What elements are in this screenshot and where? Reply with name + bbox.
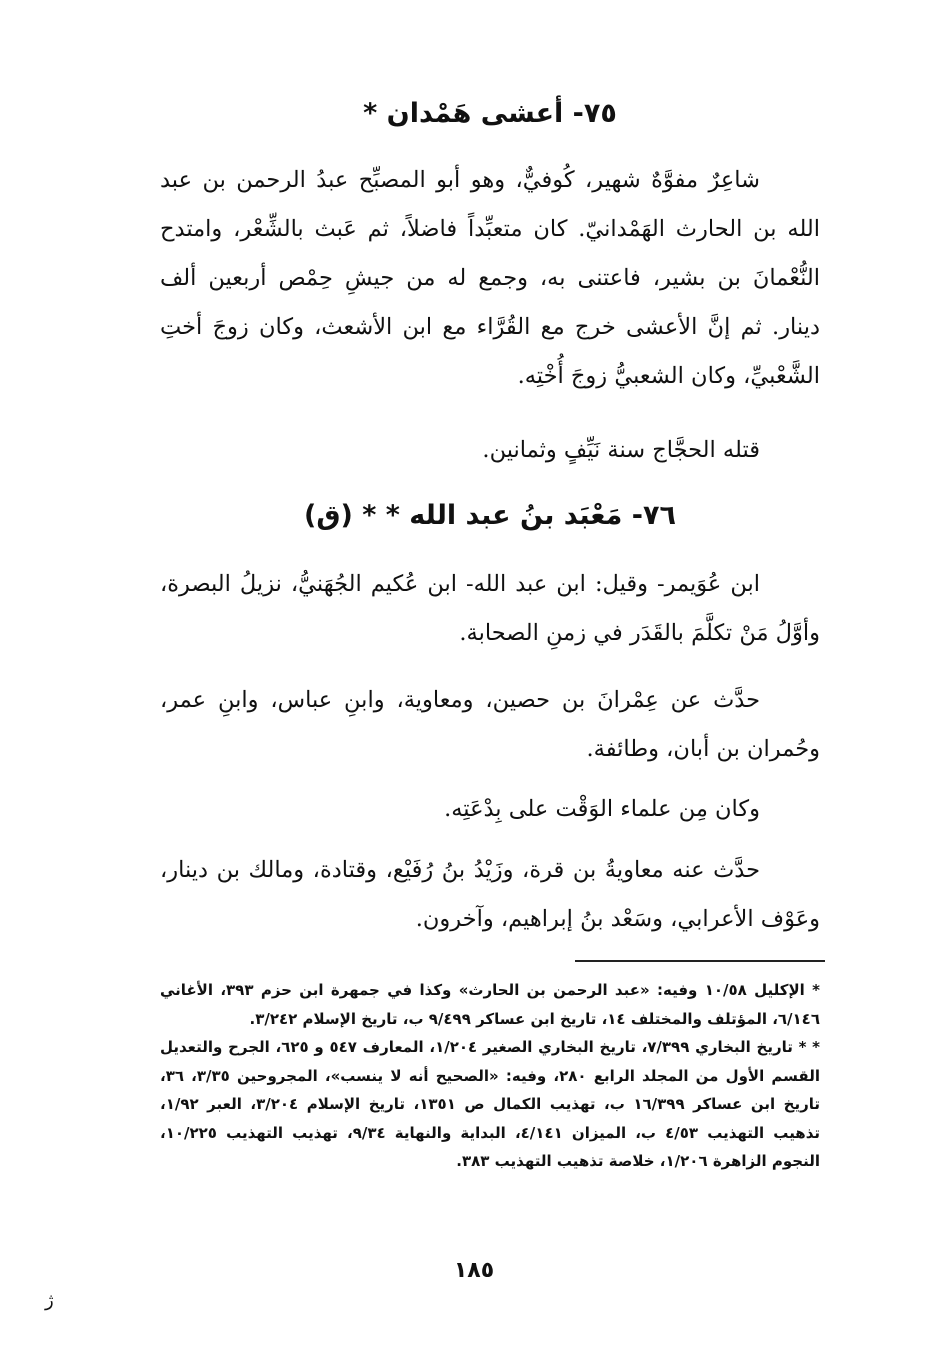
corner-mark: ﮊ	[45, 1290, 54, 1311]
entry-76-heading: ٧٦- مَعْبَد بنُ عبد الله * * (ق)	[304, 500, 676, 531]
footnote-2	[160, 1033, 820, 1176]
footnote-1	[160, 976, 820, 1033]
entry-76-paragraph-2: حدَّث عن عِمْرانَ بن حصين، ومعاوية، وابنِ عباس، وابنِ عمر، وحُمران بن أبان، وطائفة.	[160, 687, 820, 762]
footnote-2-text: * * تاريخ البخاري ٧/٣٩٩، تاريخ البخاري الصغير ١/٢٠٤، المعارف ٥٤٧ و ٦٢٥، الجرح والتعديل القسم الأول من المجلد الرابع ٢٨٠، وفيه: «الصحيح أنه لا ينسب»، المجروحين ٣/٣٥، ٣٦، تاريخ ابن عساكر ١٦/٣٩٩ ب، تهذيب الكمال ص ١٣٥١، تاريخ الإسلام ٣/٢٠٤، العبر ١/٩٢، تذهيب التهذيب ٤/٥٣ ب، الميزان ٤/١٤١، البداية والنهاية ٩/٣٤، تهذيب التهذيب ١٠/٢٢٥، النجوم الزاهرة ١/٢٠٦، خلاصة تذهيب التهذيب ٣٨٣.	[160, 1038, 821, 1170]
entry-76-paragraph-3: وكان مِن علماء الوَقْت على بِدْعَتِه.	[444, 796, 760, 822]
entry-76-paragraph-4: حدَّث عنه معاويةُ بن قرة، وزَيْدُ بنُ رُفَيْع، وقتادة، ومالك بن دينار، وعَوْف الأعرابي، وسَعْد بنُ إبراهيم، وآخرون.	[160, 857, 820, 932]
entry-76-paragraph-1: ابن عُوَيمر- وقيل: ابن عبد الله- ابن عُكيم الجُهَنيُّ، نزيلُ البصرة، وأوَّلُ مَنْ تكلَّمَ بالقَدَر في زمنِ الصحابة.	[160, 571, 820, 646]
entry-75-paragraph-2: قتله الحجَّاج سنة نَيِّفٍ وثمانين.	[482, 437, 760, 463]
footnote-1-text: * الإكليل ١٠/٥٨ وفيه: «عبد الرحمن بن الحارث» وكذا في جمهرة ابن حزم ٣٩٣، الأغاني ٦/١٤٦، المؤتلف والمختلف ١٤، تاريخ ابن عساكر ٩/٤٩٩ ب، تاريخ الإسلام ٣/٢٤٢.	[160, 981, 820, 1028]
footnotes	[160, 976, 820, 1176]
entry-75-paragraph-1: شاعِرٌ مفوَّهٌ شهير، كُوفيٌّ، وهو أبو المصبِّح عبدُ الرحمن بن عبد الله بن الحارث الهَمْدانيّ. كان متعبِّداً فاضلاً، ثم عَبث بالشِّعْر، وامتدح النُّعْمانَ بن بشير، فاعتنى به، وجمع له من جيشِ حِمْص أربعين ألف دينار. ثم إنَّ الأعشى خرج مع القُرَّاء مع ابن الأشعث، وكان زوجَ أختِ الشَّعْبيِّ، وكان الشعبيُّ زوجَ أُخْتِه.	[160, 167, 820, 389]
footnote-separator	[575, 960, 825, 962]
page-number: ١٨٥	[453, 1258, 495, 1283]
entry-75-heading: ٧٥- أعشى هَمْدان *	[363, 98, 617, 129]
